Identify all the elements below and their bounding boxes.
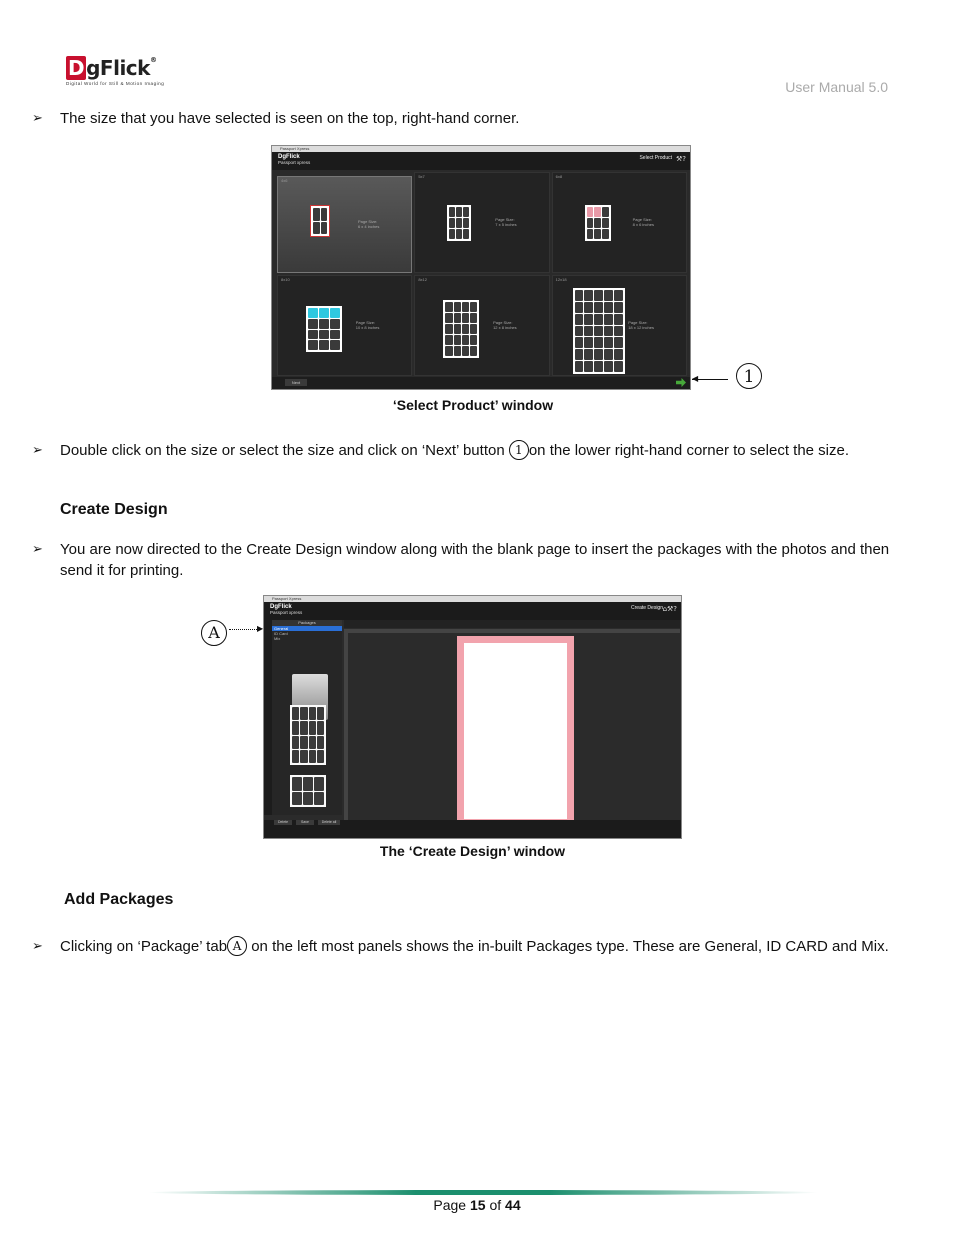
product-thumb (306, 306, 342, 352)
arrow-bullet-icon: ➢ (32, 111, 43, 126)
callout-arrowhead-icon: ◀ (692, 374, 699, 383)
heading-create-design: Create Design (60, 501, 168, 518)
app-header (264, 602, 681, 620)
package-list (272, 626, 342, 641)
select-product-window (271, 145, 691, 390)
bullet-text: You are now directed to the Create Design window along with the blank page to insert the packages with the photos and then send it for printing. (60, 541, 890, 579)
bullet-double-click: ➢ Double click on the size or select the size and click on ‘Next’ button 1 on the lower right-hand corner to select the size. (32, 442, 850, 459)
product-cell-8x12[interactable]: 8x12 Page Size: 12 x 8 inches (414, 275, 549, 376)
footer-divider (148, 1190, 818, 1195)
delete-button[interactable]: Delete (274, 820, 292, 825)
product-cell-5x7[interactable]: 5x7 Page Size: 7 x 5 inches (414, 172, 549, 273)
bullet-create-design (32, 539, 902, 583)
callout-marker-1: 1 (736, 363, 762, 389)
product-grid (277, 172, 687, 376)
window-footer (272, 377, 690, 389)
package-thumb-sheet[interactable] (290, 705, 326, 765)
ruler-left (344, 633, 348, 823)
heading-add-packages: Add Packages (64, 891, 174, 908)
tools-icon: ⚒? (676, 155, 686, 163)
create-design-window (263, 595, 682, 839)
page-number: Page 15 of 44 (433, 1197, 521, 1213)
figure1-caption: ‘Select Product’ window (392, 397, 554, 413)
arrow-bullet-icon: ➢ (32, 542, 43, 557)
ruler-top (344, 629, 680, 633)
save-button[interactable]: Save (296, 820, 314, 825)
package-thumb-sheet[interactable] (290, 775, 326, 807)
left-tab-strip[interactable] (264, 620, 272, 815)
blank-page-canvas[interactable] (457, 636, 574, 826)
figure2-caption: The ‘Create Design’ window (379, 843, 566, 859)
app-brand: DgFlick Passport xpress (270, 604, 303, 615)
footer-tab[interactable]: Next (285, 379, 307, 386)
delete-all-button[interactable]: Delete all (318, 820, 340, 825)
product-thumb (573, 288, 625, 374)
package-general[interactable]: General (272, 626, 342, 631)
product-cell-12x18[interactable]: 12x18 Page Size: 18 x 12 inches (552, 275, 687, 376)
callout-arrowhead-icon: ▶ (257, 624, 264, 633)
bullet-text: The size that you have selected is seen on the top, right-hand corner. (60, 110, 520, 127)
product-thumb (443, 300, 479, 358)
product-thumb (447, 205, 471, 241)
arrow-bullet-icon: ➢ (32, 939, 43, 954)
arrow-bullet-icon: ➢ (32, 443, 43, 458)
callout-marker-a: A (201, 620, 227, 646)
window-titlebar: Passport Xpress (264, 596, 681, 602)
product-cell-4x6[interactable]: 4x6 Page Size: 6 x 4 inches (277, 176, 412, 273)
product-cell-6x8[interactable]: 6x8 Page Size: 8 x 6 inches (552, 172, 687, 273)
dgflick-logo (66, 56, 176, 96)
packages-panel (272, 620, 342, 815)
inline-marker-1: 1 (509, 440, 529, 460)
logo-wordmark: D gFlick® (68, 56, 157, 80)
inline-marker-a: A (227, 936, 247, 956)
next-arrow-icon[interactable] (676, 378, 686, 387)
panel-title: Packages (272, 620, 342, 626)
bullet-size-selected (32, 108, 902, 130)
crumb-select-product: Select Product (639, 155, 672, 161)
product-thumb (310, 205, 330, 237)
bullet-package-tab: ➢ Clicking on ‘Package’ tab A on the left most panels shows the in-built Packages type. These are General, ID CARD and Mix. (32, 938, 889, 955)
page-safe-area (464, 643, 567, 819)
design-toolbar[interactable] (344, 620, 680, 628)
crumb-create-design: Create Design (631, 605, 663, 611)
app-header (272, 152, 690, 170)
product-thumb (585, 205, 611, 241)
tools-icon: ⌂⚒? (662, 605, 677, 613)
callout-dotted-line (229, 629, 259, 630)
logo-tagline: Digital World for Still & Motion Imaging (66, 81, 165, 86)
product-cell-8x10[interactable]: 8x10 Page Size: 10 x 8 inches (277, 275, 412, 376)
manual-label: User Manual 5.0 (785, 79, 888, 95)
package-mix[interactable]: Mix (274, 636, 281, 641)
package-id-card[interactable]: ID Card (274, 631, 288, 636)
window-titlebar: Passport Xpress (272, 146, 690, 152)
app-brand: DgFlick Passport xpress (278, 154, 311, 165)
